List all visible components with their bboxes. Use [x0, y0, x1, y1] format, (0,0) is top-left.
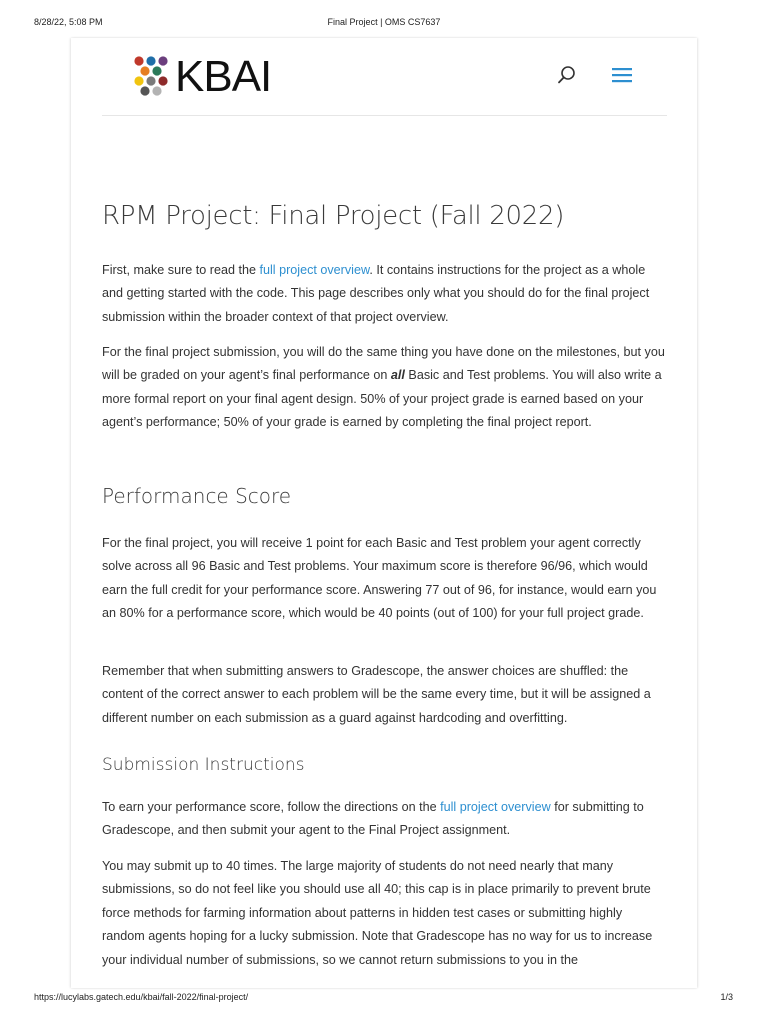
web-page — [71, 38, 697, 988]
print-footer — [0, 992, 768, 1006]
logo-dot — [134, 76, 143, 85]
search-button[interactable] — [557, 65, 577, 85]
paragraph-intro — [102, 259, 667, 329]
site-header — [102, 38, 667, 116]
paragraph-performance: For the final project, you will receive 1 point for each Basic and Test problem your agent correctly solve across all 96 Basic and Test problems. Your maximum score is therefore 96/96, which would earn the full credit for your performance score. Answering 77 out of 96, for instance, would earn you an 80% for a performance score, which would be 40 points (out of 100) for your full project grade. — [102, 536, 657, 621]
section-heading-submission-instructions: Submission Instructions — [102, 755, 305, 775]
logo-dot — [140, 66, 149, 75]
page-title: RPM Project: Final Project (Fall 2022) — [102, 201, 565, 231]
logo-dot — [140, 86, 149, 95]
logo-dot — [146, 56, 155, 65]
logo-text: KBAI — [175, 52, 272, 101]
print-page-title: Final Project | OMS CS7637 — [327, 17, 441, 27]
text: Basic and Test problems. You will also write a more formal report on your final agent design. 50% of your project grade is earned based on your agent’s performance; 50% of your grade is earned by completing the final project report. — [102, 368, 662, 430]
section-heading-performance-score: Performance Score — [102, 484, 292, 508]
print-header — [0, 17, 768, 31]
print-page-number: 1/3 — [720, 992, 733, 1002]
full-project-overview-link[interactable]: full project overview — [259, 263, 370, 277]
logo-dot — [152, 86, 161, 95]
kbai-logo[interactable] — [133, 52, 272, 101]
print-datetime: 8/28/22, 5:08 PM — [34, 17, 103, 27]
paragraph-submission-limit: You may submit up to 40 times. The large majority of students do not need nearly that many submissions, so do not feel like you should use all 40; this cap is in place primarily to prevent brute force methods for farming information about patterns in hidden test cases or submitting highly random agents hoping for a lucky submission. Note that Gradescope has no way for us to increase your individual number of submissions, so we cannot return submissions to you in the — [102, 859, 653, 967]
logo-dot — [152, 66, 161, 75]
logo-dots-icon — [133, 56, 173, 98]
logo-dot — [134, 56, 143, 65]
paragraph-shuffled: Remember that when submitting answers to Gradescope, the answer choices are shuffled: the content of the correct answer to each problem will be the same every time, but it will be assigned a different number on each submission as a guard against hardcoding and overfitting. — [102, 664, 651, 725]
logo-dot — [158, 56, 167, 65]
text: For the final project submission, you will do the same thing you have done on the milestones, but you will be graded on your agent’s final performance on — [102, 345, 665, 383]
paragraph-submission — [102, 796, 667, 843]
full-project-overview-link-2[interactable]: full project overview — [440, 800, 551, 814]
paragraph-final-submission — [102, 341, 667, 435]
text: for submitting to Gradescope, and then submit your agent to the Final Project assignment. — [102, 800, 644, 838]
text: To earn your performance score, follow the directions on the — [102, 800, 441, 814]
print-url: https://lucylabs.gatech.edu/kbai/fall-2022/final-project/ — [34, 992, 249, 1002]
text: First, make sure to read the — [102, 263, 260, 277]
text: . It contains instructions for the project as a whole and getting started with the code. This page describes only what you should do for the final project submission within the broader context of that project overview. — [102, 263, 650, 324]
emphasis-all: all — [390, 368, 405, 383]
logo-dot — [158, 76, 167, 85]
search-icon — [557, 65, 577, 85]
menu-button[interactable] — [611, 66, 633, 84]
logo-dot — [146, 76, 155, 85]
hamburger-menu-icon — [611, 66, 633, 84]
